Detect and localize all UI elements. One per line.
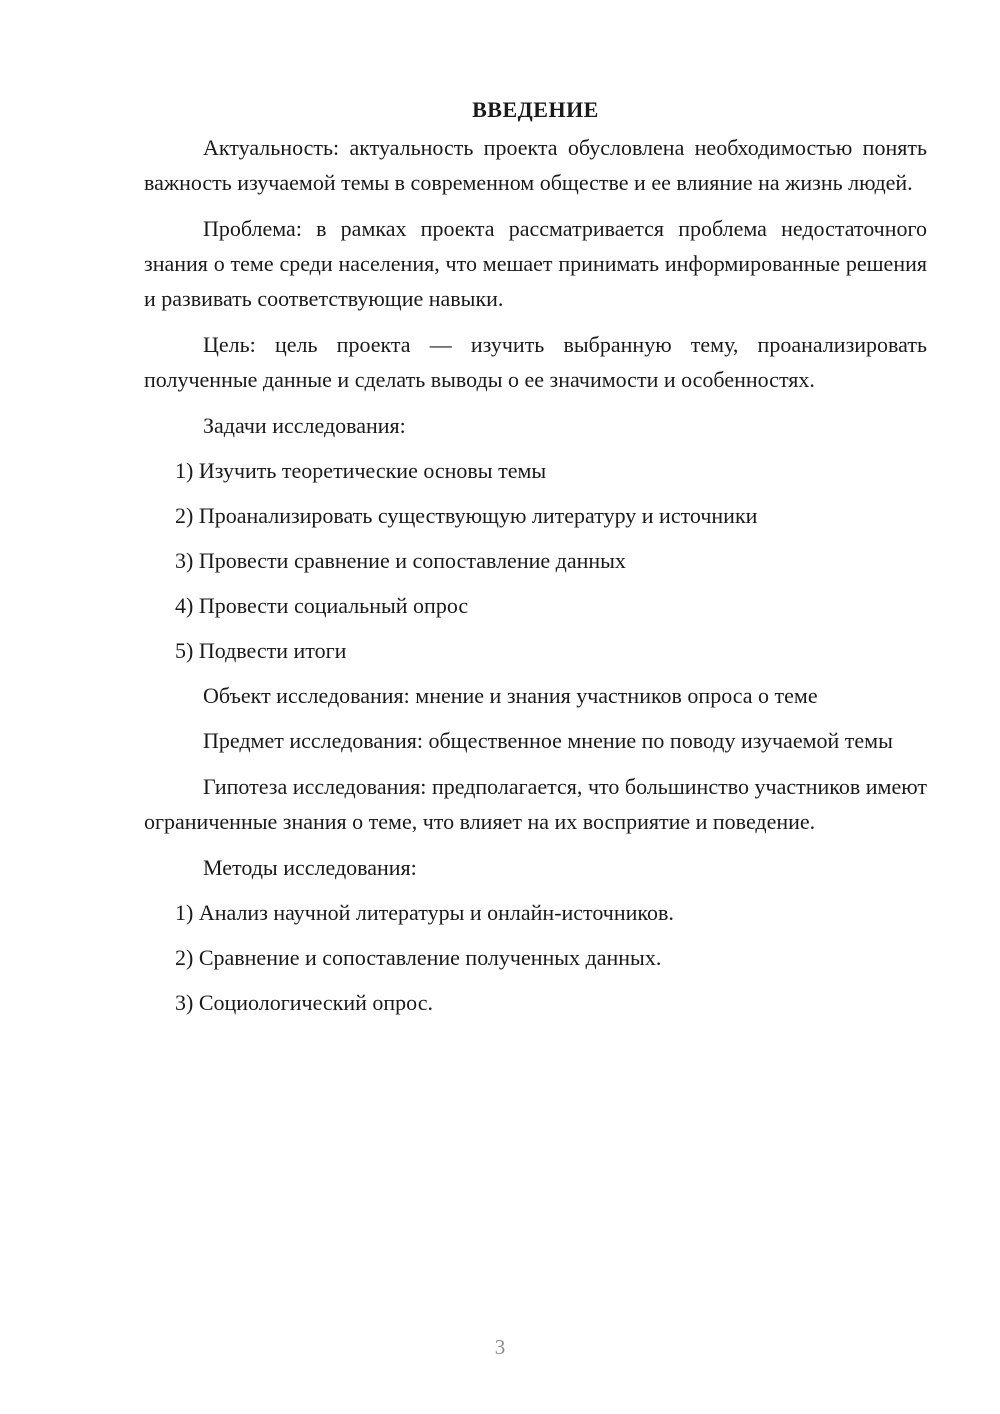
method-item: 1) Анализ научной литературы и онлайн-источников.	[175, 900, 674, 925]
page-title: ВВЕДЕНИЕ	[472, 97, 599, 122]
hypothesis-paragraph: Гипотеза исследования: предполагается, что большинство участников имеют ограниченные знания о теме, что влияет на их восприятие и поведение.	[144, 774, 927, 834]
object-paragraph: Объект исследования: мнение и знания участников опроса о теме	[203, 683, 818, 708]
problem-paragraph: Проблема: в рамках проекта рассматривается проблема недостаточного знания о теме среди населения, что мешает принимать информированные решения и развивать соответствующие навыки.	[144, 216, 927, 311]
method-item: 3) Социологический опрос.	[175, 990, 433, 1015]
tasks-list	[144, 453, 927, 668]
page-content	[144, 92, 927, 1030]
task-item: 3) Провести сравнение и сопоставление данных	[175, 548, 626, 573]
tasks-heading: Задачи исследования:	[203, 413, 406, 438]
task-item: 1) Изучить теоретические основы темы	[175, 458, 547, 483]
relevance-paragraph: Актуальность: актуальность проекта обусловлена необходимостью понять важность изучаемой темы в современном обществе и ее влияние на жизнь людей.	[144, 135, 927, 195]
methods-list	[144, 895, 927, 1020]
task-item: 2) Проанализировать существующую литературу и источники	[175, 503, 758, 528]
task-item: 5) Подвести итоги	[175, 638, 347, 663]
methods-heading: Методы исследования:	[203, 855, 417, 880]
page-number: 3	[494, 1335, 506, 1359]
task-item: 4) Провести социальный опрос	[175, 593, 469, 618]
method-item: 2) Сравнение и сопоставление полученных данных.	[175, 945, 662, 970]
subject-paragraph: Предмет исследования: общественное мнение по поводу изучаемой темы	[203, 728, 893, 753]
goal-paragraph: Цель: цель проекта — изучить выбранную тему, проанализировать полученные данные и сделать выводы о ее значимости и особенностях.	[144, 332, 927, 392]
